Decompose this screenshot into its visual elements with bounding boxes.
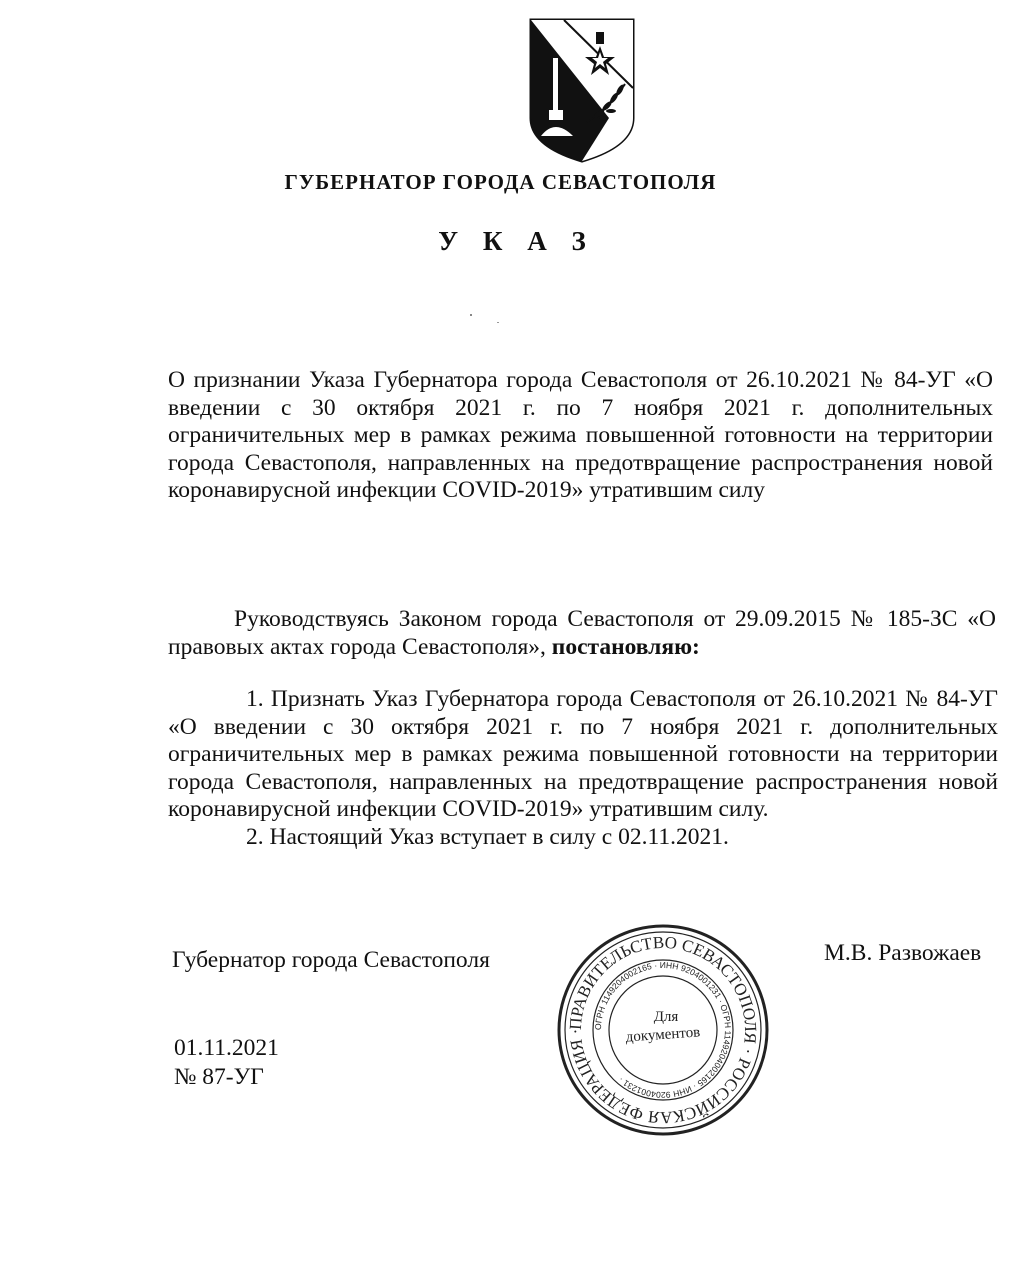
scan-speck [470, 314, 472, 316]
seal-center-line2: документов [625, 1024, 701, 1046]
decree-items [168, 686, 998, 851]
seal-center-line1: Для [653, 1009, 679, 1025]
signatory-position: Губернатор города Севастополя [172, 947, 490, 973]
coat-of-arms-emblem [529, 18, 635, 163]
decree-item: 2. Настоящий Указ вступает в силу с 02.11.2021. [246, 823, 729, 850]
signatory-name: М.В. Развожаев [824, 940, 982, 966]
preamble-text: Руководствуясь Законом города Севастополя от 29.09.2015 № 185-ЗС «О правовых актах города Севастополя», [168, 606, 996, 660]
issuing-authority: ГУБЕРНАТОР ГОРОДА СЕВАСТОПОЛЯ [284, 170, 717, 194]
seal-outer-text: ПРАВИТЕЛЬСТВО СЕВАСТОПОЛЯ · РОССИЙСКАЯ ФЕДЕРАЦИЯ · [565, 932, 761, 1128]
document-type: У К А З [438, 226, 595, 256]
decree-item: 1. Признать Указ Губернатора города Севастополя от 26.10.2021 № 84-УГ «О введении с 30 октября 2021 г. по 7 ноября 2021 г. дополнительных ограничительных мер в рамках режима повышенной готовности на территории города Севастополя, направленных на предотвращение распространения новой коронавирусной инфекции COVID-2019» утратившим силу. [168, 686, 998, 822]
decree-number: № 87-УГ [174, 1064, 264, 1090]
official-seal-stamp [556, 923, 770, 1137]
decree-date-number [174, 1034, 279, 1092]
decree-date: 01.11.2021 [174, 1035, 279, 1061]
decree-subject: О признании Указа Губернатора города Севастополя от 26.10.2021 № 84-УГ «О введении с 30 октября 2021 г. по 7 ноября 2021 г. дополнительных ограничительных мер в рамках режима повышенной готовности на территории города Севастополя, направленных на предотвращение распространения новой коронавирусной инфекции COVID-2019» утратившим силу [168, 367, 993, 503]
preamble-emphasis: постановляю: [551, 633, 700, 660]
scan-speck [497, 322, 499, 323]
preamble [168, 606, 996, 661]
seal-inner-text: ОГРН 1149204002165 · ИНН 9204001231 · ОГРН 1149204002165 · ИНН 9204001231 · [592, 959, 734, 1101]
